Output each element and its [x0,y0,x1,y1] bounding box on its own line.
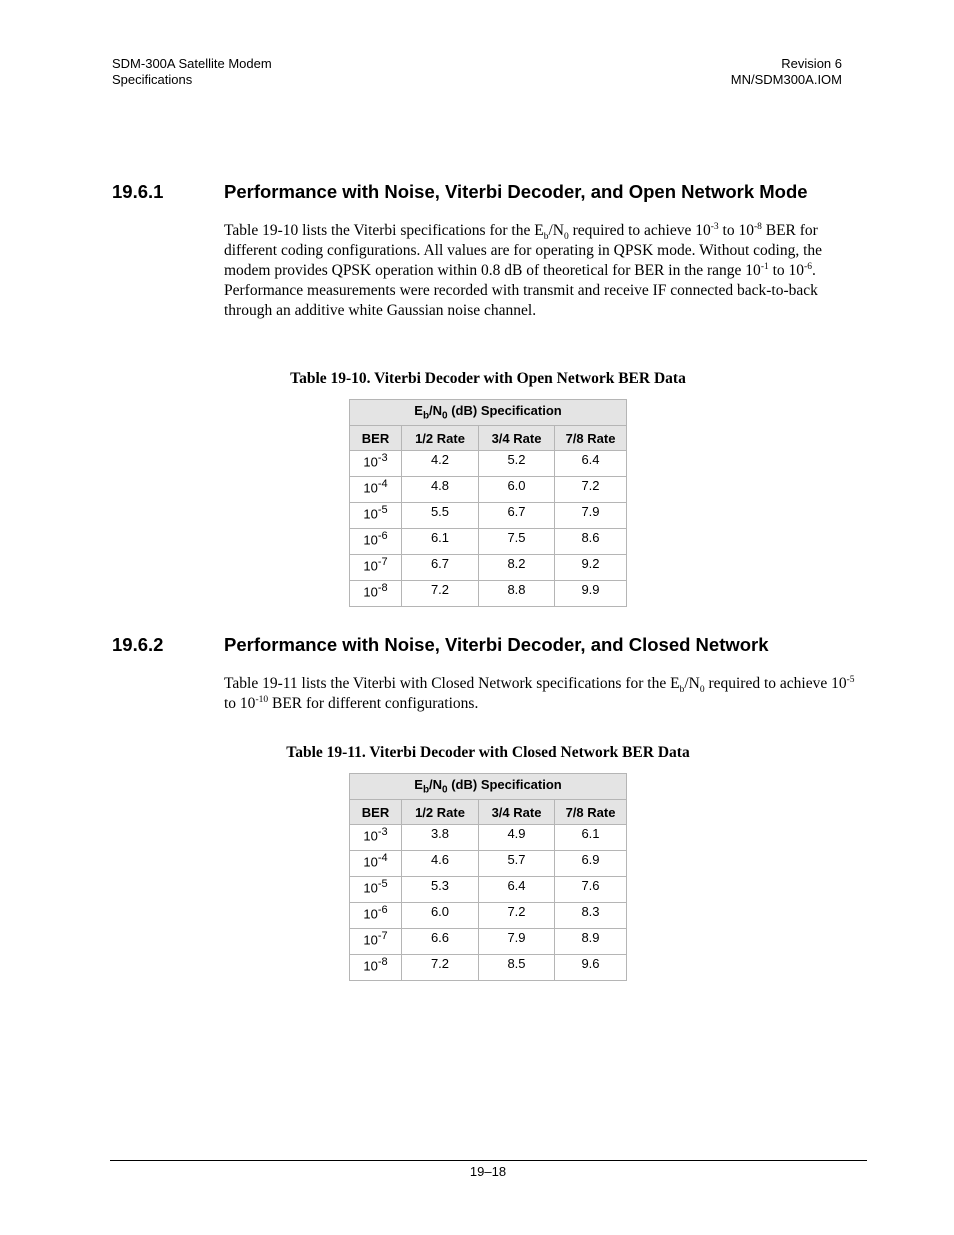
running-header-right [731,56,842,88]
value-cell: 8.9 [555,929,627,955]
section-title: Performance with Noise, Viterbi Decoder, and Closed Network [224,634,769,655]
section-heading-19-6-1 [112,181,808,203]
section-paragraph: Table 19-11 lists the Viterbi with Closed Network specifications for the $E_b/N_0$ required to achieve $10^{-5}$ to $10^{-10}$ BER for different configurations. [224,674,855,712]
ber-table-closed-network [349,773,627,981]
value-cell: 4.6 [402,851,479,877]
value-cell: 5.7 [479,851,555,877]
spec-header: $E_b/N_0$ (dB) Specification [350,400,627,426]
value-cell: 4.2 [402,451,479,477]
value-cell: 5.2 [479,451,555,477]
ber-cell: $10^{-8}$ [350,955,402,981]
table-row [350,451,627,477]
value-cell: 7.2 [555,477,627,503]
value-cell: 7.9 [479,929,555,955]
table-row [350,877,627,903]
document-title: SDM-300A Satellite Modem [112,56,272,71]
table-caption: Table 19-10. Viterbi Decoder with Open Network BER Data [290,370,686,387]
ber-cell: $10^{-8}$ [350,581,402,607]
table-row [350,555,627,581]
ber-cell: $10^{-3}$ [350,825,402,851]
table-row [350,851,627,877]
value-cell: 8.6 [555,529,627,555]
column-header: BER [350,426,402,451]
table-row [350,477,627,503]
ber-cell: $10^{-7}$ [350,929,402,955]
column-header: BER [350,800,402,825]
value-cell: 6.4 [479,877,555,903]
value-cell: 8.5 [479,955,555,981]
column-header: 1/2 Rate [402,800,479,825]
section-number: 19.6.2 [112,634,164,655]
value-cell: 9.6 [555,955,627,981]
section-number: 19.6.1 [112,181,164,202]
value-cell: 7.2 [402,581,479,607]
value-cell: 4.8 [402,477,479,503]
value-cell: 6.9 [555,851,627,877]
ber-cell: $10^{-6}$ [350,529,402,555]
ber-table-open-network [349,399,627,607]
value-cell: 3.8 [402,825,479,851]
column-header: 7/8 Rate [555,426,627,451]
value-cell: 9.2 [555,555,627,581]
ber-cell: $10^{-7}$ [350,555,402,581]
ber-cell: $10^{-3}$ [350,451,402,477]
value-cell: 7.9 [555,503,627,529]
chapter-title: Specifications [112,72,193,87]
value-cell: 5.5 [402,503,479,529]
ber-cell: $10^{-4}$ [350,851,402,877]
table-row [350,503,627,529]
column-header: 3/4 Rate [479,426,555,451]
value-cell: 8.8 [479,581,555,607]
table-row [350,955,627,981]
value-cell: 7.2 [402,955,479,981]
value-cell: 5.3 [402,877,479,903]
value-cell: 7.5 [479,529,555,555]
column-header: 1/2 Rate [402,426,479,451]
column-header-row [350,800,627,825]
value-cell: 6.1 [555,825,627,851]
page-number: 19–18 [469,1164,507,1179]
value-cell: 6.7 [479,503,555,529]
value-cell: 6.0 [479,477,555,503]
spec-header: $E_b/N_0$ (dB) Specification [350,774,627,800]
column-header-row [350,426,627,451]
table-row [350,825,627,851]
column-header: 3/4 Rate [479,800,555,825]
document-number: MN/SDM300A.IOM [730,72,842,87]
table-row [350,929,627,955]
value-cell: 9.9 [555,581,627,607]
value-cell: 6.4 [555,451,627,477]
running-header-left [112,56,272,88]
value-cell: 4.9 [479,825,555,851]
value-cell: 6.1 [402,529,479,555]
column-header: 7/8 Rate [555,800,627,825]
value-cell: 8.2 [479,555,555,581]
value-cell: 6.6 [402,929,479,955]
table-row [350,529,627,555]
value-cell: 8.3 [555,903,627,929]
ber-cell: $10^{-5}$ [350,877,402,903]
table-row [350,581,627,607]
table-row [350,903,627,929]
section-heading-19-6-2 [112,634,769,656]
ber-cell: $10^{-6}$ [350,903,402,929]
footer-rule [110,1160,867,1161]
value-cell: 7.6 [555,877,627,903]
ber-cell: $10^{-4}$ [350,477,402,503]
value-cell: 7.2 [479,903,555,929]
section-paragraph: Table 19-10 lists the Viterbi specifications for the $E_b/N_0$ required to achieve $10^{-3}$ to $10^{-8}$ BER for different coding configurations. All values are for operating in QPSK mode. Without coding, the modem provides QPSK operation within 0.8 dB of theoretical for BER in the range $10^{-1}$ to $10^{-6}$. Performance measurements were recorded with transmit and receive IF connected back-to-back through an additive white Gaussian noise channel. [224,221,823,319]
table-caption: Table 19-11. Viterbi Decoder with Closed Network BER Data [286,744,690,761]
ber-cell: $10^{-5}$ [350,503,402,529]
value-cell: 6.7 [402,555,479,581]
section-title: Performance with Noise, Viterbi Decoder, and Open Network Mode [224,181,808,202]
revision-label: Revision 6 [781,56,842,71]
value-cell: 6.0 [402,903,479,929]
